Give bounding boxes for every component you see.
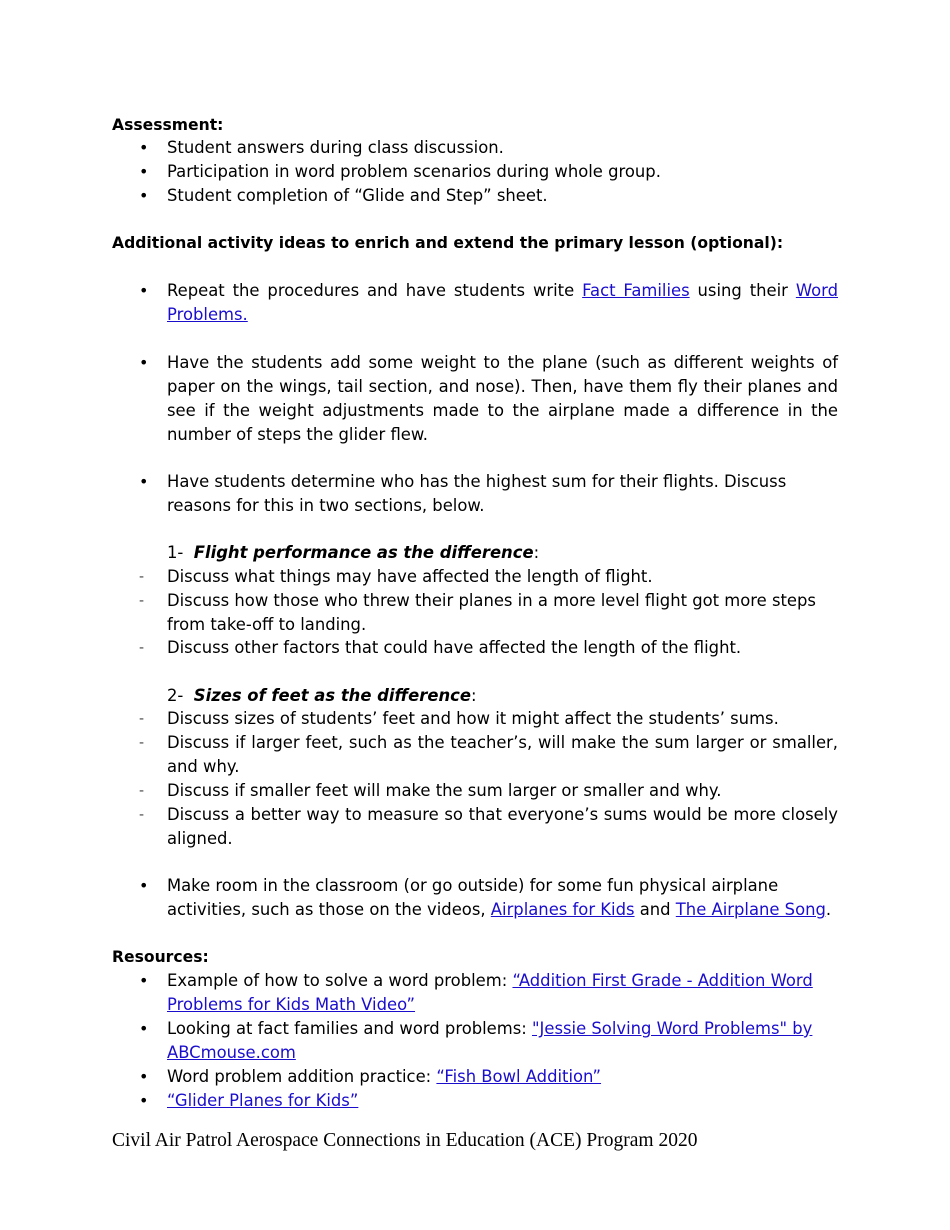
item-text: and (634, 900, 676, 919)
discussion-item: Discuss if smaller feet will make the sum larger or smaller and why. (167, 781, 722, 800)
dash-marker: - (139, 640, 145, 656)
additional-heading: Additional activity ideas to enrich and extend the primary lesson (optional): (112, 234, 784, 252)
bullet: • (139, 186, 149, 205)
additional-item-fact-families (167, 279, 838, 327)
discussion-item: Discuss sizes of students’ feet and how it might affect the students’ sums. (167, 709, 779, 728)
discussion-item: Discuss a better way to measure so that everyone’s sums would be more closely aligned. (167, 805, 838, 848)
discussion-item: Discuss what things may have affected the length of flight. (167, 567, 653, 586)
discussion-item: Discuss if larger feet, such as the teacher’s, will make the sum larger or smaller, and why. (167, 733, 838, 776)
assessment-heading: Assessment: (112, 116, 224, 134)
additional-item-weight: Have the students add some weight to the plane (such as different weights of paper on the wings, tail section, and nose). Then, have them fly their planes and see if the weight adjustments made to the airplane made a difference in the number of steps the glider flew. (167, 353, 838, 444)
item-text: Make room in the classroom (or go outside) for some fun physical airplane activities, such as those on the videos, (167, 876, 779, 919)
resource-prefix: Word problem addition practice: (167, 1067, 437, 1086)
resource-prefix: Looking at fact families and word problems: (167, 1019, 533, 1038)
bullet: • (139, 1091, 149, 1110)
word-problems-link[interactable]: Word Problems. (167, 281, 838, 324)
resource-item (167, 1017, 838, 1065)
resource-item (167, 969, 838, 1017)
dash-marker: - (139, 569, 145, 585)
assessment-item: Student answers during class discussion. (167, 138, 504, 157)
resource-prefix: Example of how to solve a word problem: (167, 971, 513, 990)
resources-heading: Resources: (112, 948, 209, 966)
bullet: • (139, 281, 149, 300)
section-title: Flight performance as the difference (193, 543, 534, 562)
item-text: using their (689, 281, 796, 300)
fact-families-link[interactable]: Fact Families (582, 281, 690, 300)
assessment-item: Participation in word problem scenarios during whole group. (167, 162, 661, 181)
bullet: • (139, 971, 149, 990)
additional-item-highest-sum: Have students determine who has the highest sum for their flights. Discuss reasons for this in two sections, below. (167, 472, 787, 515)
section-title: Sizes of feet as the difference (193, 686, 471, 705)
jessie-word-problems-link[interactable]: "Jessie Solving Word Problems" by ABCmouse.com (167, 1019, 813, 1062)
dash-marker: - (139, 711, 145, 727)
assessment-item: Student completion of “Glide and Step” sheet. (167, 186, 548, 205)
fish-bowl-addition-link[interactable]: “Fish Bowl Addition” (436, 1067, 602, 1086)
glider-planes-link[interactable]: “Glider Planes for Kids” (167, 1091, 359, 1110)
section-1-heading (167, 541, 539, 565)
bullet: • (139, 1067, 149, 1086)
additional-item-videos (167, 874, 838, 922)
bullet: • (139, 876, 149, 895)
section-number: 2- (167, 686, 184, 705)
bullet: • (139, 472, 149, 491)
section-number: 1- (167, 543, 184, 562)
section-2-heading (167, 684, 477, 708)
bullet: • (139, 1019, 149, 1038)
dash-marker: - (139, 807, 145, 823)
dash-marker: - (139, 735, 145, 751)
bullet: • (139, 162, 149, 181)
bullet: • (139, 138, 149, 157)
item-text: Repeat the procedures and have students write (167, 281, 583, 300)
discussion-item: Discuss other factors that could have affected the length of the flight. (167, 638, 742, 657)
resource-item (167, 1065, 838, 1089)
addition-first-grade-link[interactable]: “Addition First Grade - Addition Word Problems for Kids Math Video” (167, 971, 813, 1014)
item-text: . (825, 900, 832, 919)
bullet: • (139, 353, 149, 372)
discussion-item: Discuss how those who threw their planes in a more level flight got more steps from take-off to landing. (167, 591, 816, 634)
resource-item (167, 1089, 838, 1113)
page-footer: Civil Air Patrol Aerospace Connections in Education (ACE) Program 2020 (112, 1130, 698, 1151)
dash-marker: - (139, 593, 145, 609)
section-colon: : (533, 543, 540, 562)
airplane-song-link[interactable]: The Airplane Song (675, 900, 826, 919)
airplanes-for-kids-link[interactable]: Airplanes for Kids (490, 900, 635, 919)
dash-marker: - (139, 783, 145, 799)
section-colon: : (470, 686, 477, 705)
